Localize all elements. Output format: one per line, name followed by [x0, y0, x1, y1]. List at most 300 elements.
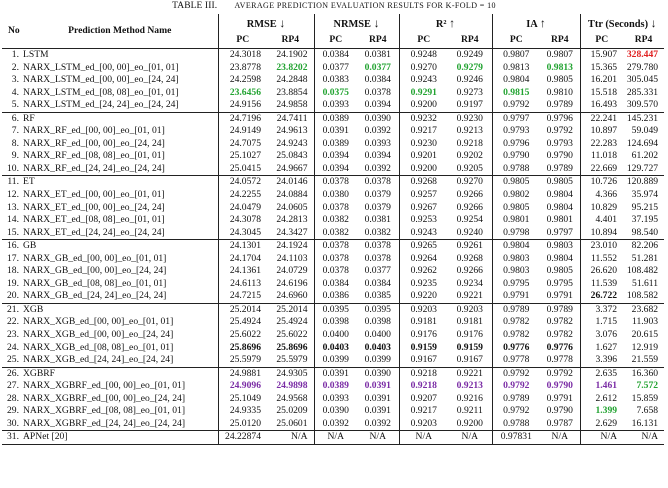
table-row — [2, 112, 664, 125]
value-cell: 15.907 — [580, 49, 623, 62]
value-cell: 0.9810 — [546, 86, 573, 98]
value-cell: 24.7215 — [218, 290, 267, 303]
value-cell: 0.9200 — [456, 417, 483, 429]
value-cell: 24.2813 — [276, 214, 308, 226]
value-cell: 24.3018 — [218, 49, 267, 62]
header-rp4: RP4 — [448, 34, 492, 49]
value-cell: 0.9203 — [399, 303, 448, 316]
value-cell: 0.0385 — [364, 290, 391, 302]
value-cell: N/A — [580, 431, 623, 445]
value-cell: 0.0403 — [364, 341, 391, 353]
value-cell: 24.9858 — [276, 99, 308, 111]
value-cell: 23.8202 — [276, 61, 308, 73]
value-cell: 0.0403 — [314, 342, 357, 355]
value-cell: 129.727 — [626, 162, 659, 174]
value-cell: 61.202 — [631, 150, 659, 162]
value-cell: 120.889 — [623, 176, 664, 189]
value-cell: 0.9265 — [399, 240, 448, 253]
value-cell: 0.0390 — [357, 367, 399, 380]
row-number: 14. — [7, 214, 19, 226]
value-cell: 24.7411 — [267, 112, 314, 125]
table-row — [2, 87, 664, 100]
value-cell: 0.9211 — [456, 405, 483, 417]
value-cell: 0.9218 — [399, 367, 448, 380]
table-row — [2, 303, 664, 316]
value-cell: 0.0379 — [364, 189, 391, 201]
value-cell: 0.9279 — [456, 61, 483, 73]
value-cell: 0.0384 — [314, 278, 357, 291]
value-cell: 0.9270 — [399, 62, 448, 75]
value-cell: 0.9213 — [456, 125, 483, 137]
value-cell: 0.9246 — [456, 74, 483, 86]
table-row — [2, 202, 664, 215]
value-cell: 7.572 — [636, 380, 659, 392]
value-cell: 0.0383 — [314, 74, 357, 87]
value-cell: 0.9243 — [399, 74, 448, 87]
value-cell: 0.9803 — [492, 265, 540, 278]
value-cell: 24.9243 — [276, 137, 308, 149]
header-method: Prediction Method Name — [68, 25, 172, 36]
value-cell: 0.9240 — [456, 226, 483, 238]
value-cell: 0.9792 — [546, 125, 573, 137]
value-cell: 25.6022 — [218, 329, 267, 342]
value-cell: 0.0377 — [364, 265, 391, 277]
value-cell: 22.669 — [580, 163, 623, 176]
value-cell: 0.9804 — [546, 189, 573, 201]
value-cell: 0.0377 — [364, 61, 391, 73]
value-cell: 0.0391 — [314, 125, 357, 138]
header-pc: PC — [492, 34, 540, 49]
value-cell: N/A — [399, 431, 448, 445]
header-ttr: Ttr (Seconds) ↓ — [580, 14, 664, 34]
row-number: 20. — [7, 290, 19, 302]
value-cell: 0.9261 — [448, 240, 492, 253]
header-nrmse: NRMSE ↓ — [314, 14, 399, 34]
value-cell: 0.9792 — [492, 405, 540, 418]
value-cell: 0.9262 — [399, 265, 448, 278]
value-cell: N/A — [623, 431, 664, 445]
header-r2: R² ↑ — [399, 14, 492, 34]
value-cell: 0.0399 — [364, 354, 391, 366]
value-cell: 0.0378 — [357, 240, 399, 253]
value-cell: 0.0380 — [314, 189, 357, 202]
value-cell: 11.539 — [580, 278, 623, 291]
value-cell: 0.0378 — [364, 86, 391, 98]
value-cell: 16.493 — [580, 99, 623, 112]
value-cell: 23.8778 — [218, 62, 267, 75]
row-number: 3. — [11, 74, 19, 86]
table-body — [2, 49, 664, 445]
value-cell: 16.360 — [623, 367, 664, 380]
value-cell: 23.010 — [580, 240, 623, 253]
header-pc: PC — [580, 34, 623, 49]
value-cell: 0.9804 — [546, 201, 573, 213]
caption-prefix: TABLE III. — [172, 1, 218, 11]
value-cell: 25.5979 — [218, 354, 267, 367]
row-number: 17. — [7, 252, 19, 264]
value-cell: 24.9613 — [276, 125, 308, 137]
value-cell: 11.552 — [580, 253, 623, 266]
value-cell: 25.2014 — [267, 303, 314, 316]
value-cell: 0.9815 — [492, 87, 540, 100]
table-row — [2, 74, 664, 87]
row-number: 29. — [7, 405, 19, 417]
value-cell: 0.9792 — [492, 367, 540, 380]
value-cell: 0.0390 — [357, 112, 399, 125]
value-cell: 0.9248 — [399, 49, 448, 62]
method-name-cell: NARX_ET_ed_[00, 00]_eo_[24, 24] — [23, 201, 165, 213]
value-cell: 0.9801 — [546, 214, 573, 226]
value-cell: 309.570 — [626, 99, 659, 111]
value-cell: 0.9200 — [399, 163, 448, 176]
value-cell: 0.9807 — [540, 49, 580, 62]
value-cell: 0.9802 — [492, 189, 540, 202]
value-cell: 25.8696 — [276, 341, 308, 353]
value-cell: 0.0389 — [314, 138, 357, 151]
value-cell: 0.9778 — [492, 354, 540, 367]
row-number: 27. — [7, 380, 19, 392]
value-cell: 25.2014 — [218, 303, 267, 316]
value-cell: 0.0400 — [364, 329, 391, 341]
value-cell: 0.9273 — [456, 86, 483, 98]
value-cell: 0.0378 — [314, 176, 357, 189]
method-name-cell: NARX_GB_ed_[08, 08]_eo_[01, 01] — [23, 277, 167, 289]
table-row — [2, 99, 664, 112]
value-cell: 0.9203 — [448, 303, 492, 316]
method-name-cell: NARX_LSTM_ed_[08, 08]_eo_[01, 01] — [23, 86, 179, 98]
value-cell: 4.401 — [580, 214, 623, 227]
value-cell: 0.0399 — [314, 354, 357, 367]
header-rp4: RP4 — [357, 34, 399, 49]
row-number: 25. — [7, 354, 19, 366]
value-cell: 0.0389 — [314, 112, 357, 125]
value-cell: 0.9801 — [492, 214, 540, 227]
value-cell: 24.3078 — [218, 214, 267, 227]
value-cell: 285.331 — [626, 86, 659, 98]
value-cell: 24.0146 — [267, 176, 314, 189]
header-rp4: RP4 — [540, 34, 580, 49]
value-cell: 22.241 — [580, 112, 623, 125]
value-cell: 0.9807 — [492, 49, 540, 62]
table-row — [2, 125, 664, 138]
method-name-cell: RF — [22, 112, 218, 125]
value-cell: 0.9218 — [399, 380, 448, 393]
value-cell: 3.076 — [580, 329, 623, 342]
value-cell: 24.9667 — [276, 162, 308, 174]
value-cell: 10.829 — [580, 202, 623, 215]
value-cell: 0.0391 — [364, 405, 391, 417]
value-cell: 0.0381 — [364, 214, 391, 226]
row-number: 5. — [11, 99, 19, 111]
method-name-cell: NARX_XGBRF_ed_[00, 00]_eo_[24, 24] — [23, 392, 186, 404]
method-name-cell: NARX_RF_ed_[00, 00]_eo_[24, 24] — [23, 137, 165, 149]
value-cell: 24.2848 — [276, 74, 308, 86]
value-cell: 0.9782 — [492, 316, 540, 329]
value-cell: 25.1049 — [218, 393, 267, 406]
value-cell: 0.9797 — [546, 226, 573, 238]
value-cell: 0.9788 — [492, 163, 540, 176]
value-cell: 24.9898 — [276, 380, 308, 392]
results-table — [2, 14, 664, 445]
value-cell: 23.682 — [623, 303, 664, 316]
method-name-cell: NARX_LSTM_ed_[00, 00]_eo_[24, 24] — [23, 74, 179, 86]
value-cell: 0.0394 — [314, 163, 357, 176]
row-number: 23. — [7, 329, 19, 341]
value-cell: 59.049 — [631, 125, 659, 137]
value-cell: 24.1361 — [218, 265, 267, 278]
value-cell: 0.9804 — [492, 74, 540, 87]
arrow-down-icon: ↓ — [650, 16, 657, 30]
value-cell: 0.9790 — [546, 405, 573, 417]
value-cell: 0.0394 — [314, 150, 357, 163]
value-cell: 15.859 — [631, 392, 659, 404]
value-cell: 279.780 — [626, 61, 659, 73]
value-cell: 0.0392 — [364, 162, 391, 174]
value-cell: 0.9216 — [456, 392, 483, 404]
method-name-cell: NARX_XGB_ed_[24, 24]_eo_[24, 24] — [23, 354, 174, 366]
value-cell: 0.0391 — [364, 392, 391, 404]
method-name-cell: XGBRF — [22, 367, 218, 380]
value-cell: 0.9268 — [399, 176, 448, 189]
header-rp4: RP4 — [623, 34, 664, 49]
header-rp4: RP4 — [267, 34, 314, 49]
row-number: 2. — [11, 61, 19, 73]
value-cell: 0.9254 — [456, 214, 483, 226]
value-cell: 0.9805 — [540, 176, 580, 189]
value-cell: 0.9782 — [492, 329, 540, 342]
value-cell: 0.0384 — [314, 49, 357, 62]
table-row — [2, 393, 664, 406]
value-cell: 0.9793 — [546, 137, 573, 149]
value-cell: 0.9805 — [492, 202, 540, 215]
table-row — [2, 62, 664, 75]
value-cell: 0.9791 — [546, 392, 573, 404]
value-cell: 24.2598 — [218, 74, 267, 87]
row-number: 10. — [7, 162, 19, 174]
value-cell: 0.9795 — [492, 278, 540, 291]
method-name-cell: NARX_XGB_ed_[08, 08]_eo_[01, 01] — [23, 341, 174, 353]
table-row — [2, 367, 664, 380]
table-row — [2, 138, 664, 151]
row-number: 26. — [2, 367, 22, 380]
arrow-up-icon: ↑ — [539, 16, 546, 30]
row-number: 16. — [2, 240, 22, 253]
value-cell: 0.9159 — [456, 341, 483, 353]
method-name-cell: NARX_XGBRF_ed_[08, 08]_eo_[01, 01] — [23, 405, 186, 417]
value-cell: 11.903 — [632, 316, 659, 328]
value-cell: 25.0601 — [276, 417, 308, 429]
header-rmse: RMSE ↓ — [218, 14, 314, 34]
value-cell: 0.9776 — [546, 341, 573, 353]
table-row — [2, 354, 664, 367]
value-cell: 0.9805 — [546, 74, 573, 86]
value-cell: 0.9789 — [546, 162, 573, 174]
value-cell: 0.9203 — [399, 418, 448, 431]
value-cell: 0.9796 — [492, 138, 540, 151]
value-cell: 0.9778 — [546, 354, 573, 366]
value-cell: N/A — [540, 431, 580, 445]
value-cell: 25.0120 — [218, 418, 267, 431]
value-cell: 25.4924 — [276, 316, 308, 328]
value-cell: 0.9230 — [399, 138, 448, 151]
header-ia: IA ↑ — [492, 14, 580, 34]
value-cell: 0.0378 — [314, 253, 357, 266]
value-cell: 0.0378 — [314, 240, 357, 253]
value-cell: 0.0392 — [364, 125, 391, 137]
value-cell: 37.195 — [631, 214, 659, 226]
header-pc: PC — [399, 34, 448, 49]
table-caption — [0, 1, 668, 11]
row-number: 7. — [11, 125, 19, 137]
value-cell: 0.9793 — [492, 125, 540, 138]
value-cell: 0.9805 — [492, 176, 540, 189]
value-cell: 0.0389 — [314, 380, 357, 393]
row-number: 1. — [2, 49, 22, 62]
value-cell: 24.6196 — [276, 277, 308, 289]
value-cell: 23.6456 — [218, 87, 267, 100]
value-cell: 10.894 — [580, 227, 623, 240]
value-cell: 0.9267 — [399, 202, 448, 215]
value-cell: 82.206 — [623, 240, 664, 253]
method-name-cell: NARX_ET_ed_[00, 00]_eo_[01, 01] — [23, 189, 165, 201]
value-cell: 1.715 — [580, 316, 623, 329]
value-cell: 25.4924 — [218, 316, 267, 329]
value-cell: 26.722 — [580, 290, 623, 303]
row-number: 8. — [11, 137, 19, 149]
value-cell: 0.9235 — [399, 278, 448, 291]
value-cell: 0.9790 — [546, 150, 573, 162]
value-cell: 0.9167 — [399, 354, 448, 367]
value-cell: 0.9792 — [540, 367, 580, 380]
row-number: 19. — [7, 277, 19, 289]
row-number: 22. — [7, 316, 19, 328]
method-name-cell: NARX_ET_ed_[24, 24]_eo_[24, 24] — [23, 226, 165, 238]
method-name-cell: NARX_XGBRF_ed_[00, 00]_eo_[01, 01] — [23, 380, 186, 392]
value-cell: 2.629 — [580, 418, 623, 431]
value-cell: 0.0378 — [314, 202, 357, 215]
table-row — [2, 240, 664, 253]
value-cell: 0.9176 — [456, 329, 483, 341]
value-cell: 0.9205 — [456, 162, 483, 174]
value-cell: 0.0382 — [314, 214, 357, 227]
value-cell: 0.0391 — [314, 367, 357, 380]
value-cell: 0.9234 — [456, 277, 483, 289]
table-row — [2, 431, 664, 445]
value-cell: 0.9804 — [546, 252, 573, 264]
value-cell: 0.9202 — [456, 150, 483, 162]
value-cell: 24.9335 — [218, 405, 267, 418]
value-cell: 24.0605 — [276, 201, 308, 213]
value-cell: 24.9096 — [218, 380, 267, 393]
value-cell: 0.0392 — [314, 418, 357, 431]
value-cell: 95.215 — [631, 201, 659, 213]
value-cell: 22.283 — [580, 138, 623, 151]
value-cell: 0.0382 — [314, 227, 357, 240]
value-cell: N/A — [314, 431, 357, 445]
value-cell: 24.1902 — [267, 49, 314, 62]
value-cell: 0.9266 — [456, 201, 483, 213]
value-cell: 16.201 — [580, 74, 623, 87]
value-cell: 24.9568 — [276, 392, 308, 404]
value-cell: 16.131 — [631, 417, 659, 429]
value-cell: 4.366 — [580, 189, 623, 202]
value-cell: 25.8696 — [218, 342, 267, 355]
value-cell: 20.615 — [631, 329, 659, 341]
method-name-cell: NARX_GB_ed_[00, 00]_eo_[24, 24] — [23, 265, 167, 277]
value-cell: 0.9789 — [492, 303, 540, 316]
value-cell: 24.9305 — [267, 367, 314, 380]
value-cell: 0.9790 — [546, 380, 573, 392]
value-cell: 0.0393 — [314, 99, 357, 112]
method-name-cell: NARX_GB_ed_[24, 24]_eo_[24, 24] — [23, 290, 167, 302]
value-cell: 24.3427 — [276, 226, 308, 238]
value-cell: 24.7196 — [218, 112, 267, 125]
value-cell: 0.0395 — [314, 303, 357, 316]
row-number: 11. — [2, 176, 22, 189]
table-row — [2, 176, 664, 189]
value-cell: 0.9218 — [456, 137, 483, 149]
value-cell: 0.0393 — [314, 393, 357, 406]
value-cell: 11.018 — [580, 150, 623, 163]
method-name-cell: XGB — [22, 303, 218, 316]
value-cell: 0.9253 — [399, 214, 448, 227]
value-cell: 0.9789 — [546, 99, 573, 111]
row-number: 12. — [7, 189, 19, 201]
table-row — [2, 418, 664, 431]
table-row — [2, 189, 664, 202]
value-cell: 0.0392 — [364, 417, 391, 429]
value-cell: 0.9787 — [546, 417, 573, 429]
value-cell: 0.9217 — [399, 125, 448, 138]
table-row — [2, 329, 664, 342]
value-cell: 0.0381 — [357, 49, 399, 62]
row-number: 13. — [7, 201, 19, 213]
value-cell: 0.9257 — [399, 189, 448, 202]
value-cell: 0.0384 — [364, 277, 391, 289]
method-name-cell: NARX_GB_ed_[00, 00]_eo_[01, 01] — [23, 252, 167, 264]
value-cell: N/A — [267, 431, 314, 445]
value-cell: 0.0386 — [314, 290, 357, 303]
value-cell: 21.559 — [631, 354, 659, 366]
value-cell: 0.9220 — [399, 290, 448, 303]
value-cell: 0.9159 — [399, 342, 448, 355]
row-number: 6. — [2, 112, 22, 125]
value-cell: 0.9782 — [546, 329, 573, 341]
value-cell: 0.97831 — [492, 431, 540, 445]
value-cell: 35.974 — [631, 189, 659, 201]
value-cell: 0.9181 — [399, 316, 448, 329]
value-cell: 0.0400 — [314, 329, 357, 342]
value-cell: 0.9221 — [456, 290, 483, 302]
value-cell: 0.9243 — [399, 227, 448, 240]
value-cell: 0.0398 — [314, 316, 357, 329]
value-cell: 0.9788 — [492, 418, 540, 431]
value-cell: 0.0382 — [364, 226, 391, 238]
arrow-down-icon: ↓ — [373, 16, 380, 30]
value-cell: 0.9782 — [546, 316, 573, 328]
value-cell: 24.3045 — [218, 227, 267, 240]
value-cell: 0.0378 — [357, 176, 399, 189]
value-cell: 51.281 — [631, 252, 659, 264]
method-name-cell: GB — [22, 240, 218, 253]
table-row — [2, 405, 664, 418]
method-name-cell: NARX_ET_ed_[08, 08]_eo_[01, 01] — [23, 214, 165, 226]
value-cell: 24.9156 — [218, 99, 267, 112]
value-cell: 24.0884 — [276, 189, 308, 201]
value-cell: 0.9249 — [448, 49, 492, 62]
value-cell: 12.919 — [631, 341, 659, 353]
arrow-down-icon: ↓ — [279, 16, 286, 30]
